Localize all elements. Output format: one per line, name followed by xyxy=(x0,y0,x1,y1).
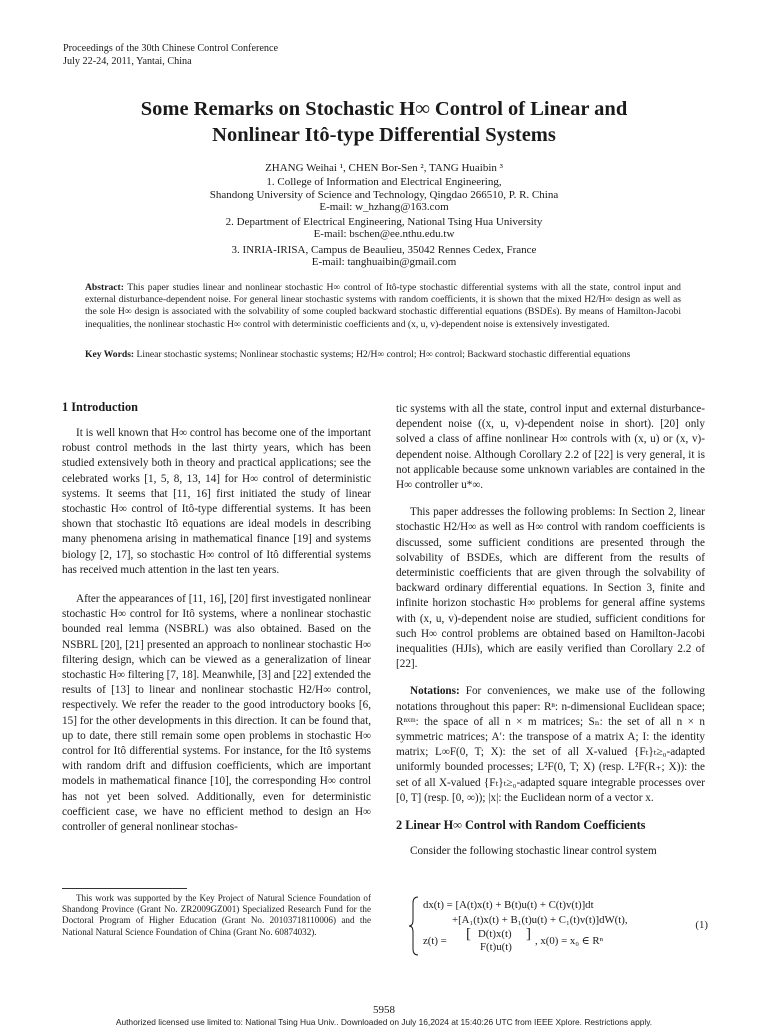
abstract-label: Abstract: xyxy=(85,282,124,293)
affiliation-1-address: Shandong University of Science and Technology, Qingdao 266510, P. R. China xyxy=(209,188,559,201)
right-column xyxy=(396,402,705,871)
equation-brace xyxy=(408,895,420,957)
affiliation-2: 2. Department of Electrical Engineering, National Tsing Hua University xyxy=(225,216,543,229)
left-column xyxy=(62,400,371,849)
affiliation-3-email[interactable]: E-mail: tanghuaibin@gmail.com xyxy=(311,256,457,269)
author-names: ZHANG Weihai ¹, CHEN Bor-Sen ², TANG Huaibin ³ xyxy=(265,162,503,174)
equation-left-bracket: [ xyxy=(466,926,471,942)
notations-label: Notations: xyxy=(410,685,460,698)
affiliation-2-email[interactable]: E-mail: bschen@ee.nthu.edu.tw xyxy=(313,228,455,241)
equation-z-top: D(t)x(t) xyxy=(478,928,512,940)
intro-paragraph-2: After the appearances of [11, 16], [20] first investigated nonlinear stochastic H∞ control for Itô systems, where a nonlinear stochastic bounded real lemma (NSBRL) was also obtained. Based on the NSBRL [20], [21] presented an approach to nonlinear stochastic H∞ filtering design, which can be viewed as a generalization of linear stochastic H∞ filtering [7, 18]. Meanwhile, [3] and [22] extended the results of [13] to linear and nonlinear stochastic H2/H∞ control, respectively. We refer the reader to the good introductory books [6, 15] for the other developments in this direction. It can be found that, up to date, there still remain some open problems in stochastic H∞ control for Itô differential systems. For instance, for the Itô systems with random drift and diffusion coefficients, which are important models in mathematical finance [10], the corresponding H∞ control has not yet been solved. Additionally, even for deterministic coefficient case, we have no efficient method to design an H∞ controller of general nonlinear stochas- xyxy=(62,593,372,834)
footnote-rule xyxy=(62,888,187,889)
paper-title xyxy=(0,96,768,148)
license-notice: Authorized licensed use limited to: National Tsing Hua Univ.. Downloaded on July 16,2024 at 15:40:26 UTC from IEEE Xplore. Restrictions apply. xyxy=(115,1017,653,1027)
intro-paragraph-3: tic systems with all the state, control input and external disturbance-dependent noise ((x, u, v)-dependent noise in short). [20] only solved a class of affine nonlinear H∞ controls with (x, u) or (x, v)-dependent noise. Although Corollary 2.2 of [22] is very general, it is not applicable because some unknown variables are contained in the H∞ controller u*∞. xyxy=(396,403,705,492)
equation-right-bracket: ] xyxy=(526,926,531,942)
keywords-label: Key Words: xyxy=(85,349,135,360)
abstract xyxy=(85,282,681,331)
intro-paragraph-1: It is well known that H∞ control has become one of the important robust control methods in the last thirty years, which has been studied extensively both in theory and practical applications; see the celebrated works [1, 5, 8, 13, 14] for H∞ control of deterministic systems. It seems that [11, 16] first initiated the study of linear stochastic H∞ control of Itô-type differential systems. It has been shown that stochastic Itô equations are ideal models in describing many phenomena arising in mathematical finance [19] and systems biology [2, 17], so stochastic H∞ control of Itô differential systems has received much attention in the last ten years. xyxy=(62,427,371,576)
keywords-text: Linear stochastic systems; Nonlinear stochastic systems; H2/H∞ control; H∞ control; Backward stochastic differential equations xyxy=(136,349,631,360)
intro-paragraph-4: This paper addresses the following problems: In Section 2, linear stochastic H2/H∞ as well as H∞ control with random coefficients is discussed, some sufficient conditions are presented through the solvability of BSDEs, which are different from the results of deterministic coefficients that are given through the solvability of backward ordinary differential equations. In Section 3, finite and infinite horizon stochastic H∞ problems for general affine systems with (x, u, v)-dependent noise are studied, sufficient conditions for such H∞ control problems are obtained based on Hamilton-Jacobi inequalities (HJIs), which are easily verified than Corollary 2.2 of [22]. xyxy=(396,506,705,671)
section-2-heading: 2 Linear H∞ Control with Random Coefficients xyxy=(396,818,646,833)
keywords xyxy=(85,349,681,361)
abstract-text: This paper studies linear and nonlinear stochastic H∞ control of Itô-type stochastic differential systems with all the state, control input and external disturbance-dependent noise. For general linear stochastic systems with random coefficients, it is shown that the mixed H2/H∞ design as well as the sole H∞ design is associated with the solvability of some coupled backward stochastic differential equations (BSDEs). By means of Hamilton-Jacobi inequalities, the nonlinear stochastic H∞ control with deterministic coefficients and (x, u, v)-dependent noise is extensively investigated. xyxy=(85,282,681,330)
equation-z-rhs: , x(0) = x₀ ∈ Rⁿ xyxy=(535,935,604,947)
title-line-2: Nonlinear Itô-type Differential Systems xyxy=(212,124,556,146)
equation-line-1: dx(t) = [A(t)x(t) + B(t)u(t) + C(t)v(t)]dt xyxy=(423,899,594,911)
title-line-1: Some Remarks on Stochastic H∞ Control of Linear and xyxy=(140,98,628,120)
section-2-intro: Consider the following stochastic linear control system xyxy=(410,845,657,858)
equation-z-lhs: z(t) = xyxy=(423,935,447,947)
equation-z-bottom: F(t)u(t) xyxy=(480,941,512,953)
affiliation-1: 1. College of Information and Electrical Engineering, xyxy=(266,176,502,189)
footnote xyxy=(62,893,371,938)
equation-1 xyxy=(408,895,708,957)
proceedings-title: Proceedings of the 30th Chinese Control Conference xyxy=(63,43,279,54)
affiliation-3: 3. INRIA-IRISA, Campus de Beaulieu, 35042 Rennes Cedex, France xyxy=(231,243,537,256)
affiliation-1-email[interactable]: E-mail: w_hzhang@163.com xyxy=(319,200,449,213)
notations-text: For conveniences, we make use of the following notations throughout this paper: Rⁿ: n-dimensional Euclidean space; Rⁿˣᵐ: the space of all n × m matrices; Sₙ: the set of all n × n symmetric matrices; A′: the transpose of a matrix A; I: the identity matrix; L∞F(0, T; X): the set of all X-valued {Fₜ}ₜ≥₀-adapted uniformly bounded processes; L²F(0, T; X) (resp. L²F(R₊; X)): the set of all X-valued {Fₜ}ₜ≥₀-adapted square integrable processes over [0, T] (resp. [0, ∞)); |x|: the Euclidean norm of a vector x. xyxy=(396,685,705,804)
page-number: 5958 xyxy=(373,1004,395,1016)
footnote-text: This work was supported by the Key Project of Natural Science Foundation of Shandong Province (Grant No. ZR2009GZ001) Specialized Research Fund for the Doctoral Program of Higher Education (Grant No. 20103718110006) and the National Natural Science Foundation of China (Grant No. 60874032). xyxy=(62,893,371,937)
equation-line-2: +[A₁(t)x(t) + B₁(t)u(t) + C₁(t)v(t)]dW(t), xyxy=(452,914,628,926)
proceedings-header xyxy=(63,42,278,68)
author-block xyxy=(0,162,768,268)
equation-number: (1) xyxy=(695,919,708,931)
section-1-heading: 1 Introduction xyxy=(62,400,138,414)
proceedings-date: July 22-24, 2011, Yantai, China xyxy=(63,56,192,67)
notations-paragraph xyxy=(396,684,705,806)
